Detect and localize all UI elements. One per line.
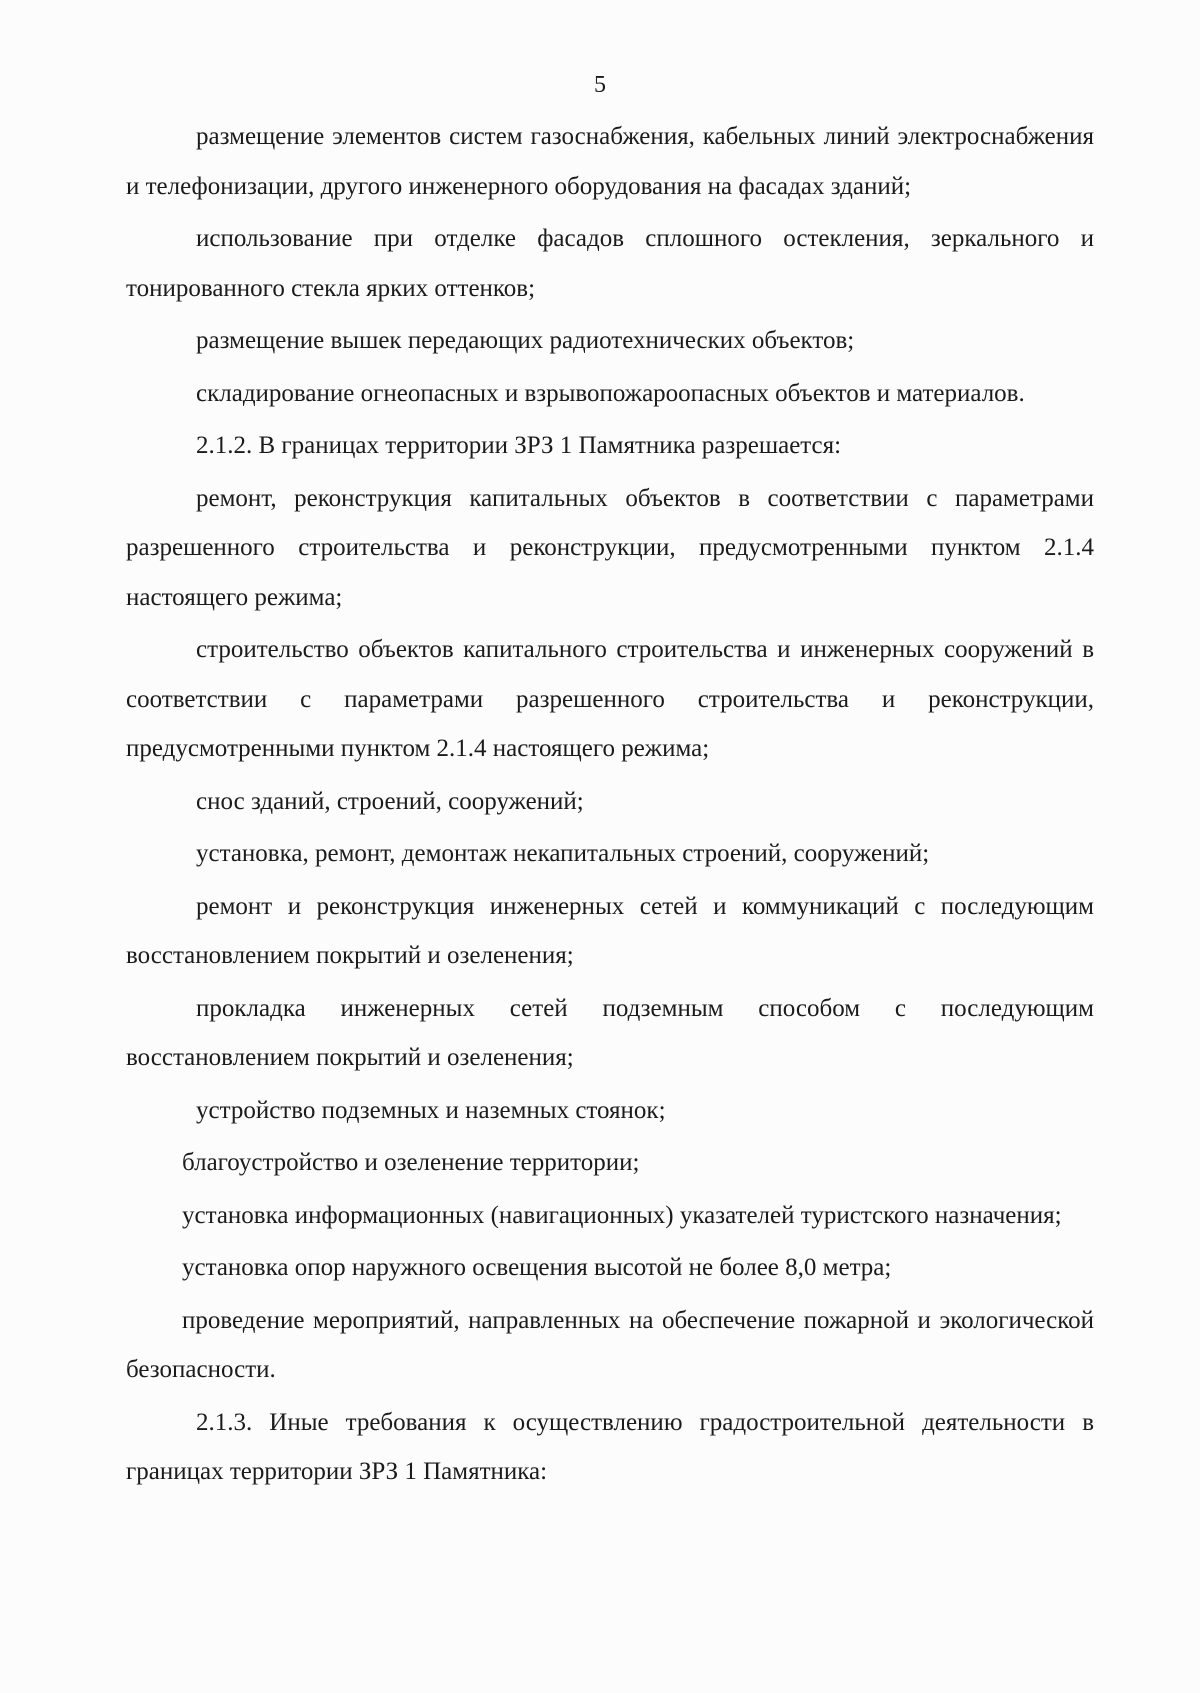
- paragraph-repair-reconstruction: ремонт, реконструкция капитальных объектов в соответствии с параметрами разрешенного строительства и реконструкции, предусмотренными пунктом 2.1.4 настоящего режима;: [126, 484, 1094, 611]
- paragraph-lighting: установка опор наружного освещения высотой не более 8,0 метра;: [182, 1254, 892, 1281]
- paragraph-section-2-1-2: 2.1.2. В границах территории ЗРЗ 1 Памятника разрешается:: [196, 432, 842, 459]
- paragraph-safety-measures: проведение мероприятий, направленных на обеспечение пожарной и экологической безопасности.: [126, 1306, 1094, 1383]
- paragraph-storage: складирование огнеопасных и взрывопожароопасных объектов и материалов.: [196, 379, 1025, 407]
- document-body: [126, 112, 1094, 1500]
- paragraph-underground-laying: прокладка инженерных сетей подземным способом с последующим восстановлением покрытий и озеленения;: [126, 994, 1094, 1071]
- paragraph-radio-towers: размещение вышек передающих радиотехнических объектов;: [196, 327, 855, 354]
- paragraph-demolition: снос зданий, строений, сооружений;: [196, 787, 584, 815]
- paragraph-signage: установка информационных (навигационных) указателей туристского назначения;: [182, 1201, 1062, 1229]
- paragraph-non-capital-structures: установка, ремонт, демонтаж некапитальных строений, сооружений;: [196, 840, 930, 867]
- page-number: 5: [594, 72, 606, 98]
- paragraph-parking: устройство подземных и наземных стоянок;: [196, 1096, 666, 1124]
- paragraph-landscaping: благоустройство и озеленение территории;: [182, 1149, 640, 1176]
- paragraph-section-2-1-3: 2.1.3. Иные требования к осуществлению градостроительной деятельности в границах территории ЗРЗ 1 Памятника:: [126, 1408, 1094, 1485]
- paragraph-gas-supply: размещение элементов систем газоснабжения, кабельных линий электроснабжения и телефонизации, другого инженерного оборудования на фасадах зданий;: [126, 123, 1094, 200]
- paragraph-utility-networks: ремонт и реконструкция инженерных сетей и коммуникаций с последующим восстановлением покрытий и озеленения;: [126, 892, 1094, 969]
- paragraph-construction: строительство объектов капитального строительства и инженерных сооружений в соответствии с параметрами разрешенного строительства и реконструкции, предусмотренными пунктом 2.1.4 настоящего режима;: [126, 636, 1094, 762]
- paragraph-glazing: использование при отделке фасадов сплошного остекления, зеркального и тонированного стекла ярких оттенков;: [126, 225, 1094, 302]
